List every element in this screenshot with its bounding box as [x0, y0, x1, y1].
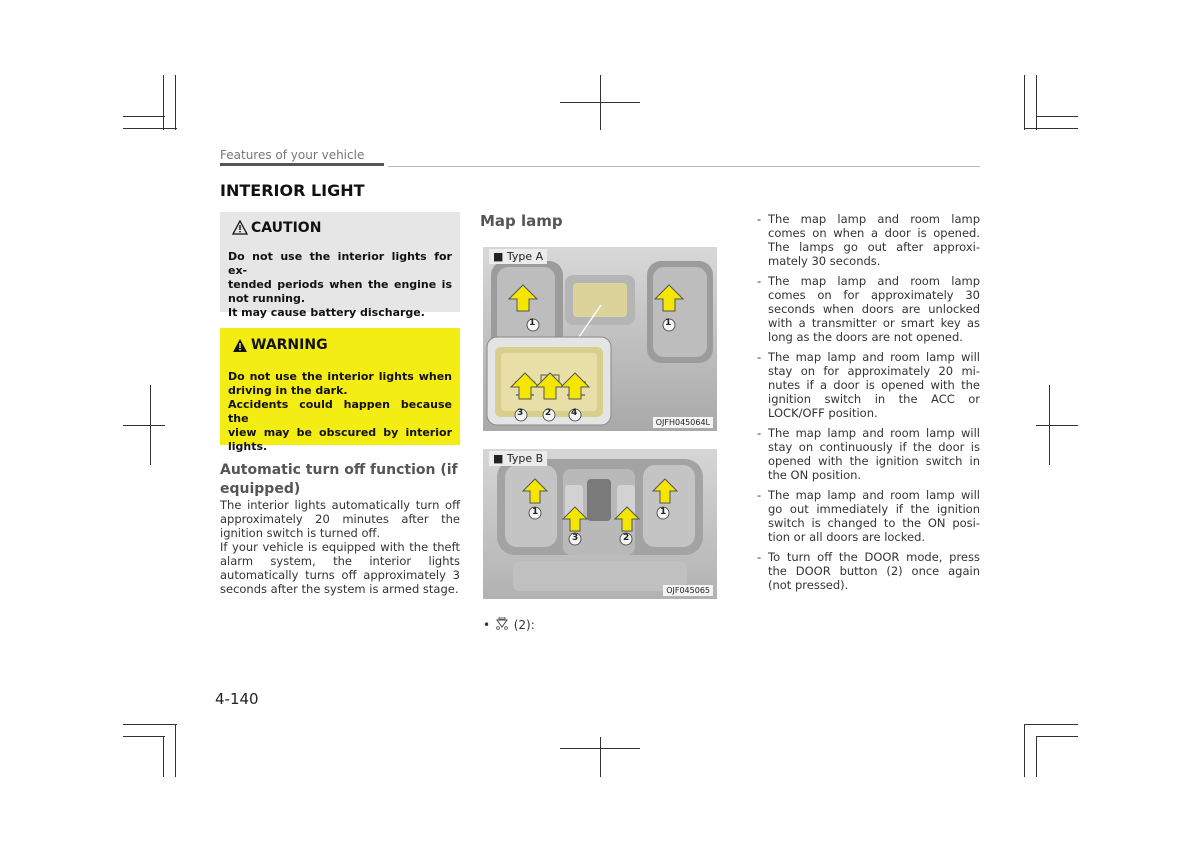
warning-text	[228, 370, 452, 454]
caution-line: Do not use the interior lights for ex-	[228, 250, 452, 277]
crop-mark-br-h2	[1036, 736, 1078, 737]
auto-off-body	[220, 498, 460, 596]
warning-line: view may be obscured by interior	[228, 426, 452, 439]
door-mode-bullet	[483, 617, 535, 632]
figure-type-b	[483, 449, 717, 599]
crop-mark-tl-v	[175, 75, 176, 130]
figure-type-a	[483, 247, 717, 431]
warning-triangle-icon	[232, 338, 248, 353]
crop-mark-br-h	[1024, 724, 1078, 725]
section-header: Features of your vehicle	[220, 148, 365, 162]
list-item: - To turn off the DOOR mode, press the DOOR button (2) once again (not pressed).	[757, 550, 980, 592]
callout-2: 2	[545, 408, 552, 418]
warning-line: driving in the dark.	[228, 384, 348, 397]
list-item: - The map lamp and room lamp comes on when a door is opened. The lamps go out after approxi-mately 30 seconds.	[757, 212, 980, 268]
figure-b-code: OJF045065	[663, 585, 713, 596]
map-lamp-type-a-illustration	[483, 247, 717, 431]
auto-off-paragraph: If your vehicle is equipped with the theft alarm system, the interior lights automatically turns off approximately 3 seconds after the system is armed stage.	[220, 540, 460, 596]
header-rule	[388, 166, 980, 167]
caution-line: not running.	[228, 292, 306, 305]
callout-4: 4	[571, 408, 578, 418]
callout-1-right: 1	[665, 318, 672, 328]
warning-line: Do not use the interior lights when	[228, 370, 452, 383]
crop-mark-bottom-center-v	[600, 737, 601, 777]
door-lamp-icon	[494, 617, 510, 631]
crop-mark-bl-h	[123, 724, 177, 725]
warning-line: lights.	[228, 440, 268, 453]
warning-heading: WARNING	[251, 337, 328, 353]
crop-mark-bottom-center-h	[560, 748, 640, 749]
crop-mark-bl-v2	[163, 736, 164, 777]
map-lamp-type-b-illustration	[483, 449, 717, 599]
crop-mark-bl-h2	[123, 736, 165, 737]
crop-mark-tr-v2	[1036, 75, 1037, 130]
warning-box	[220, 328, 460, 453]
caution-box	[220, 212, 460, 319]
auto-off-paragraph: The interior lights automatically turn off approximately 20 minutes after the ignition switch is turned off.	[220, 498, 460, 540]
callout-1-right: 1	[660, 507, 667, 517]
crop-mark-top-center-h	[560, 102, 640, 103]
page-number: 4-140	[215, 690, 259, 708]
callout-3: 3	[572, 533, 579, 543]
crop-mark-tl-v2	[163, 75, 164, 130]
list-item: - The map lamp and room lamp will go out immediately if the ignition switch is changed to the ON posi-tion or all doors are locked.	[757, 488, 980, 544]
crop-mark-tr-h2	[1036, 116, 1078, 117]
crop-mark-left-mid-h	[123, 425, 165, 426]
auto-off-heading: Automatic turn off function (if equipped)	[220, 462, 458, 497]
page-title: INTERIOR LIGHT	[220, 181, 365, 200]
list-item: - The map lamp and room lamp will stay on for approximately 20 mi-nutes if a door is opened with the ignition switch in the ACC or LOCK/OFF position.	[757, 350, 980, 420]
header-bar	[220, 163, 384, 166]
crop-mark-tl-h2	[123, 116, 165, 117]
list-item: - The map lamp and room lamp comes on for approximately 30 seconds when doors are unlocked with a transmitter or smart key as long as the doors are not opened.	[757, 274, 980, 344]
callout-1-left: 1	[532, 507, 539, 517]
crop-mark-tr-h	[1024, 128, 1078, 129]
crop-mark-br-v	[1024, 724, 1025, 777]
warning-line: Accidents could happen because the	[228, 398, 452, 425]
map-lamp-heading: Map lamp	[480, 212, 563, 230]
caution-text	[228, 250, 452, 320]
crop-mark-tr-v	[1024, 75, 1025, 130]
crop-mark-tl-h	[123, 128, 177, 129]
callout-3: 3	[517, 408, 524, 418]
figure-a-code: OJFH045064L	[653, 417, 713, 428]
callout-2: 2	[623, 533, 630, 543]
callout-1-left: 1	[529, 318, 536, 328]
caution-line: It may cause battery discharge.	[228, 306, 425, 319]
figure-a-type-label: ■ Type A	[489, 249, 547, 264]
crop-mark-bl-v	[175, 724, 176, 777]
door-mode-list	[757, 212, 980, 598]
bullet-mark: •	[483, 618, 494, 632]
crop-mark-br-v2	[1036, 736, 1037, 777]
caution-line: tended periods when the engine is	[228, 278, 452, 291]
list-item: - The map lamp and room lamp will stay on continuously if the door is opened with the ignition switch in the ON position.	[757, 426, 980, 482]
caution-heading: CAUTION	[251, 220, 322, 236]
caution-triangle-icon	[232, 220, 248, 235]
door-mode-bullet-text: (2):	[513, 618, 535, 632]
crop-mark-right-mid-h	[1036, 425, 1078, 426]
figure-b-type-label: ■ Type B	[489, 451, 547, 466]
